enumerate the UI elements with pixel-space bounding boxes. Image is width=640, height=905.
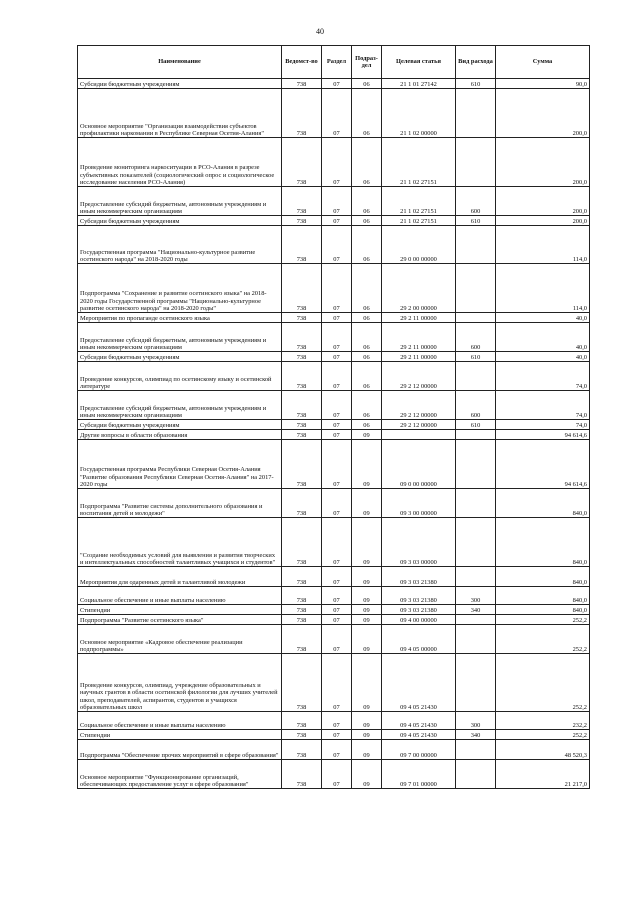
cell-expense-type (456, 625, 496, 654)
cell-expense-type (456, 567, 496, 587)
cell-dept: 738 (282, 605, 322, 615)
table-row (78, 654, 590, 712)
table-row (78, 605, 590, 615)
cell-dept: 738 (282, 712, 322, 730)
cell-section: 07 (322, 489, 352, 518)
budget-table (77, 45, 590, 789)
cell-name: Проведение конкурсов, олимпиад по осетинскому языку и осетинской литературе (78, 362, 282, 391)
cell-dept: 738 (282, 79, 322, 89)
cell-expense-type (456, 440, 496, 489)
cell-sum: 94 614,6 (496, 440, 590, 489)
cell-section: 07 (322, 430, 352, 440)
cell-name: Основное мероприятие «Кадровое обеспечение реализации подпрограммы» (78, 625, 282, 654)
table-row (78, 518, 590, 567)
cell-article: 29 2 11 00000 (382, 352, 456, 362)
cell-name: Основное мероприятие "Организация взаимодействия субъектов профилактики наркомании в Республике Северная Осетия-Алания" (78, 89, 282, 138)
cell-subsection: 06 (352, 138, 382, 187)
cell-dept: 738 (282, 391, 322, 420)
cell-article: 09 4 05 21430 (382, 730, 456, 740)
cell-sum: 48 520,3 (496, 740, 590, 760)
cell-sum: 840,0 (496, 605, 590, 615)
table-row (78, 760, 590, 789)
table-row (78, 226, 590, 264)
table-row (78, 323, 590, 352)
cell-sum: 232,2 (496, 712, 590, 730)
cell-dept: 738 (282, 489, 322, 518)
cell-sum: 252,2 (496, 654, 590, 712)
cell-dept: 738 (282, 226, 322, 264)
cell-article: 21 1 02 27151 (382, 187, 456, 216)
cell-sum: 252,2 (496, 615, 590, 625)
cell-name: Проведение конкурсов, олимпиад, учреждение образовательных и научных грантов в области осетинской филологии для лучших учителей школ, преподавателей, аспирантов, студентов и учащихся образовательных школ (78, 654, 282, 712)
cell-section: 07 (322, 615, 352, 625)
cell-dept: 738 (282, 420, 322, 430)
cell-subsection: 09 (352, 730, 382, 740)
cell-expense-type: 610 (456, 79, 496, 89)
cell-section: 07 (322, 740, 352, 760)
cell-name: Подпрограмма "Развитие осетинского языка" (78, 615, 282, 625)
cell-expense-type (456, 138, 496, 187)
cell-section: 07 (322, 138, 352, 187)
table-header (78, 46, 590, 79)
cell-name: Предоставление субсидий бюджетным, автономным учреждениям и иным некоммерческим организациям (78, 187, 282, 216)
cell-name: Стипендии (78, 605, 282, 615)
cell-section: 07 (322, 518, 352, 567)
cell-expense-type: 600 (456, 187, 496, 216)
cell-name: Предоставление субсидий бюджетным, автономным учреждениям и иным некоммерческим организациям (78, 391, 282, 420)
cell-section: 07 (322, 187, 352, 216)
table-row (78, 138, 590, 187)
cell-expense-type (456, 740, 496, 760)
table-row (78, 420, 590, 430)
cell-name: Субсидии бюджетным учреждениям (78, 420, 282, 430)
cell-article: 29 2 12 00000 (382, 420, 456, 430)
cell-article: 09 4 05 21430 (382, 654, 456, 712)
cell-subsection: 06 (352, 216, 382, 226)
page-number: 40 (316, 27, 324, 36)
cell-expense-type (456, 615, 496, 625)
cell-name: Подпрограмма "Развитие системы дополнительного образования и воспитания детей и молодежи" (78, 489, 282, 518)
cell-name: Социальное обеспечение и иные выплаты населению (78, 587, 282, 605)
cell-subsection: 09 (352, 654, 382, 712)
cell-expense-type (456, 264, 496, 313)
table-row (78, 352, 590, 362)
cell-expense-type: 610 (456, 352, 496, 362)
cell-section: 07 (322, 89, 352, 138)
cell-name: Предоставление субсидий бюджетным, автономным учреждениям и иным некоммерческим организациям (78, 323, 282, 352)
cell-dept: 738 (282, 313, 322, 323)
cell-sum: 840,0 (496, 489, 590, 518)
header-row (78, 46, 590, 79)
cell-dept: 738 (282, 216, 322, 226)
cell-sum: 90,0 (496, 79, 590, 89)
cell-sum: 840,0 (496, 567, 590, 587)
cell-subsection: 06 (352, 187, 382, 216)
cell-section: 07 (322, 760, 352, 789)
cell-article: 09 3 00 00000 (382, 489, 456, 518)
cell-name: Проведение мониторинга наркоситуации в РСО-Алания в разрезе субъективных показателей (социологический опрос и социологическое исследование населения РСО-Алания) (78, 138, 282, 187)
cell-dept: 738 (282, 615, 322, 625)
cell-sum: 200,0 (496, 89, 590, 138)
cell-sum: 74,0 (496, 420, 590, 430)
cell-sum: 74,0 (496, 391, 590, 420)
cell-article: 21 1 02 27151 (382, 216, 456, 226)
cell-subsection: 09 (352, 625, 382, 654)
cell-expense-type (456, 760, 496, 789)
cell-sum: 21 217,0 (496, 760, 590, 789)
cell-dept: 738 (282, 760, 322, 789)
cell-sum: 252,2 (496, 730, 590, 740)
cell-section: 07 (322, 323, 352, 352)
table-row (78, 712, 590, 730)
cell-section: 07 (322, 712, 352, 730)
cell-article: 09 3 03 00000 (382, 518, 456, 567)
cell-dept: 738 (282, 323, 322, 352)
cell-name: Государственная программа "Национально-культурное развитие осетинского народа" на 2018-2020 годы (78, 226, 282, 264)
cell-section: 07 (322, 264, 352, 313)
cell-dept: 738 (282, 187, 322, 216)
header-sum: Сумма (496, 46, 590, 79)
cell-expense-type (456, 654, 496, 712)
cell-expense-type: 300 (456, 587, 496, 605)
cell-dept: 738 (282, 654, 322, 712)
table-row (78, 313, 590, 323)
cell-sum: 40,0 (496, 352, 590, 362)
cell-article: 21 1 02 27151 (382, 138, 456, 187)
header-section: Раздел (322, 46, 352, 79)
cell-sum: 40,0 (496, 323, 590, 352)
table-body (78, 79, 590, 789)
cell-subsection: 06 (352, 391, 382, 420)
cell-section: 07 (322, 567, 352, 587)
cell-article: 09 3 03 21380 (382, 587, 456, 605)
cell-name: Субсидии бюджетным учреждениям (78, 352, 282, 362)
cell-dept: 738 (282, 518, 322, 567)
cell-subsection: 06 (352, 89, 382, 138)
cell-name: Социальное обеспечение и иные выплаты населению (78, 712, 282, 730)
cell-subsection: 09 (352, 760, 382, 789)
cell-name: Подпрограмма "Сохранение и развитие осетинского языка" на 2018-2020 годы Государственной программы "Национально-культурное развитие осетинского народа" на 2018-2020 годы" (78, 264, 282, 313)
table-row (78, 187, 590, 216)
table-row (78, 79, 590, 89)
cell-section: 07 (322, 730, 352, 740)
cell-sum: 94 614,6 (496, 430, 590, 440)
table-row (78, 489, 590, 518)
cell-dept: 738 (282, 138, 322, 187)
table-row (78, 440, 590, 489)
cell-expense-type (456, 362, 496, 391)
cell-expense-type (456, 489, 496, 518)
cell-sum: 114,0 (496, 226, 590, 264)
cell-subsection: 09 (352, 615, 382, 625)
cell-expense-type (456, 89, 496, 138)
cell-dept: 738 (282, 730, 322, 740)
cell-section: 07 (322, 216, 352, 226)
cell-name: Подпрограмма "Обеспечение прочих мероприятий в сфере образования" (78, 740, 282, 760)
cell-section: 07 (322, 313, 352, 323)
cell-name: Основное мероприятие "Функционирование организаций, обеспечивающих предоставление услуг в сфере образования" (78, 760, 282, 789)
cell-subsection: 09 (352, 518, 382, 567)
cell-subsection: 09 (352, 740, 382, 760)
cell-article: 09 3 03 21380 (382, 605, 456, 615)
cell-sum: 840,0 (496, 587, 590, 605)
cell-article: 21 1 02 00000 (382, 89, 456, 138)
header-expense-type: Вид расхода (456, 46, 496, 79)
cell-section: 07 (322, 420, 352, 430)
cell-subsection: 06 (352, 352, 382, 362)
cell-article: 29 2 00 00000 (382, 264, 456, 313)
cell-expense-type (456, 313, 496, 323)
cell-dept: 738 (282, 440, 322, 489)
cell-article: 09 4 00 00000 (382, 615, 456, 625)
cell-section: 07 (322, 226, 352, 264)
cell-dept: 738 (282, 430, 322, 440)
cell-article: 09 4 05 00000 (382, 625, 456, 654)
cell-name: Государственная программа Республики Северная Осетия-Алания "Развитие образования Республики Северная Осетия-Алания" на 2017-2020 годы (78, 440, 282, 489)
table-row (78, 740, 590, 760)
cell-name: Субсидии бюджетным учреждениям (78, 79, 282, 89)
cell-expense-type: 340 (456, 730, 496, 740)
cell-article: 09 7 00 00000 (382, 740, 456, 760)
cell-subsection: 06 (352, 313, 382, 323)
cell-expense-type: 600 (456, 391, 496, 420)
header-dept: Ведомст-во (282, 46, 322, 79)
cell-sum: 200,0 (496, 187, 590, 216)
cell-dept: 738 (282, 587, 322, 605)
cell-subsection: 06 (352, 323, 382, 352)
table-row (78, 89, 590, 138)
table-row (78, 430, 590, 440)
cell-expense-type: 610 (456, 420, 496, 430)
cell-article: 29 2 12 00000 (382, 362, 456, 391)
cell-subsection: 09 (352, 605, 382, 615)
cell-article: 09 0 00 00000 (382, 440, 456, 489)
cell-section: 07 (322, 654, 352, 712)
cell-subsection: 09 (352, 587, 382, 605)
cell-subsection: 06 (352, 362, 382, 391)
cell-name: Субсидии бюджетным учреждениям (78, 216, 282, 226)
cell-article: 29 2 12 00000 (382, 391, 456, 420)
cell-subsection: 09 (352, 440, 382, 489)
table-row (78, 625, 590, 654)
cell-expense-type (456, 518, 496, 567)
table-row (78, 730, 590, 740)
cell-sum: 74,0 (496, 362, 590, 391)
table-row (78, 216, 590, 226)
cell-section: 07 (322, 605, 352, 615)
cell-expense-type: 340 (456, 605, 496, 615)
cell-article: 09 4 05 21430 (382, 712, 456, 730)
cell-expense-type: 300 (456, 712, 496, 730)
cell-section: 07 (322, 362, 352, 391)
cell-article: 29 2 11 00000 (382, 323, 456, 352)
cell-name: Мероприятия по пропаганде осетинского языка (78, 313, 282, 323)
cell-article: 21 1 01 27142 (382, 79, 456, 89)
cell-subsection: 09 (352, 489, 382, 518)
cell-subsection: 09 (352, 567, 382, 587)
cell-expense-type: 610 (456, 216, 496, 226)
cell-dept: 738 (282, 89, 322, 138)
table-row (78, 567, 590, 587)
cell-dept: 738 (282, 625, 322, 654)
cell-name: Стипендии (78, 730, 282, 740)
cell-subsection: 06 (352, 264, 382, 313)
cell-article: 09 7 01 00000 (382, 760, 456, 789)
cell-subsection: 06 (352, 226, 382, 264)
table-row (78, 615, 590, 625)
cell-sum: 252,2 (496, 625, 590, 654)
cell-sum: 200,0 (496, 138, 590, 187)
cell-section: 07 (322, 391, 352, 420)
cell-article: 29 2 11 00000 (382, 313, 456, 323)
cell-subsection: 09 (352, 430, 382, 440)
cell-dept: 738 (282, 362, 322, 391)
cell-sum: 200,0 (496, 216, 590, 226)
header-name: Наименование (78, 46, 282, 79)
table-row (78, 391, 590, 420)
cell-sum: 40,0 (496, 313, 590, 323)
cell-article: 09 3 03 21380 (382, 567, 456, 587)
cell-section: 07 (322, 352, 352, 362)
cell-expense-type: 600 (456, 323, 496, 352)
cell-name: Мероприятия для одаренных детей и талантливой молодежи (78, 567, 282, 587)
cell-sum: 840,0 (496, 518, 590, 567)
cell-name: "Создание необходимых условий для выявления и развития творческих и интеллектуальных способностей талантливых учащихся и студентов" (78, 518, 282, 567)
cell-section: 07 (322, 440, 352, 489)
cell-subsection: 06 (352, 79, 382, 89)
table-row (78, 264, 590, 313)
cell-sum: 114,0 (496, 264, 590, 313)
cell-dept: 738 (282, 567, 322, 587)
table-row (78, 362, 590, 391)
cell-subsection: 06 (352, 420, 382, 430)
header-subsection: Подраз-дел (352, 46, 382, 79)
cell-article (382, 430, 456, 440)
cell-expense-type (456, 430, 496, 440)
cell-name: Другие вопросы в области образования (78, 430, 282, 440)
header-article: Целевая статья (382, 46, 456, 79)
cell-section: 07 (322, 587, 352, 605)
cell-section: 07 (322, 625, 352, 654)
table-row (78, 587, 590, 605)
cell-dept: 738 (282, 352, 322, 362)
cell-expense-type (456, 226, 496, 264)
cell-dept: 738 (282, 740, 322, 760)
cell-subsection: 09 (352, 712, 382, 730)
cell-section: 07 (322, 79, 352, 89)
cell-article: 29 0 00 00000 (382, 226, 456, 264)
cell-dept: 738 (282, 264, 322, 313)
